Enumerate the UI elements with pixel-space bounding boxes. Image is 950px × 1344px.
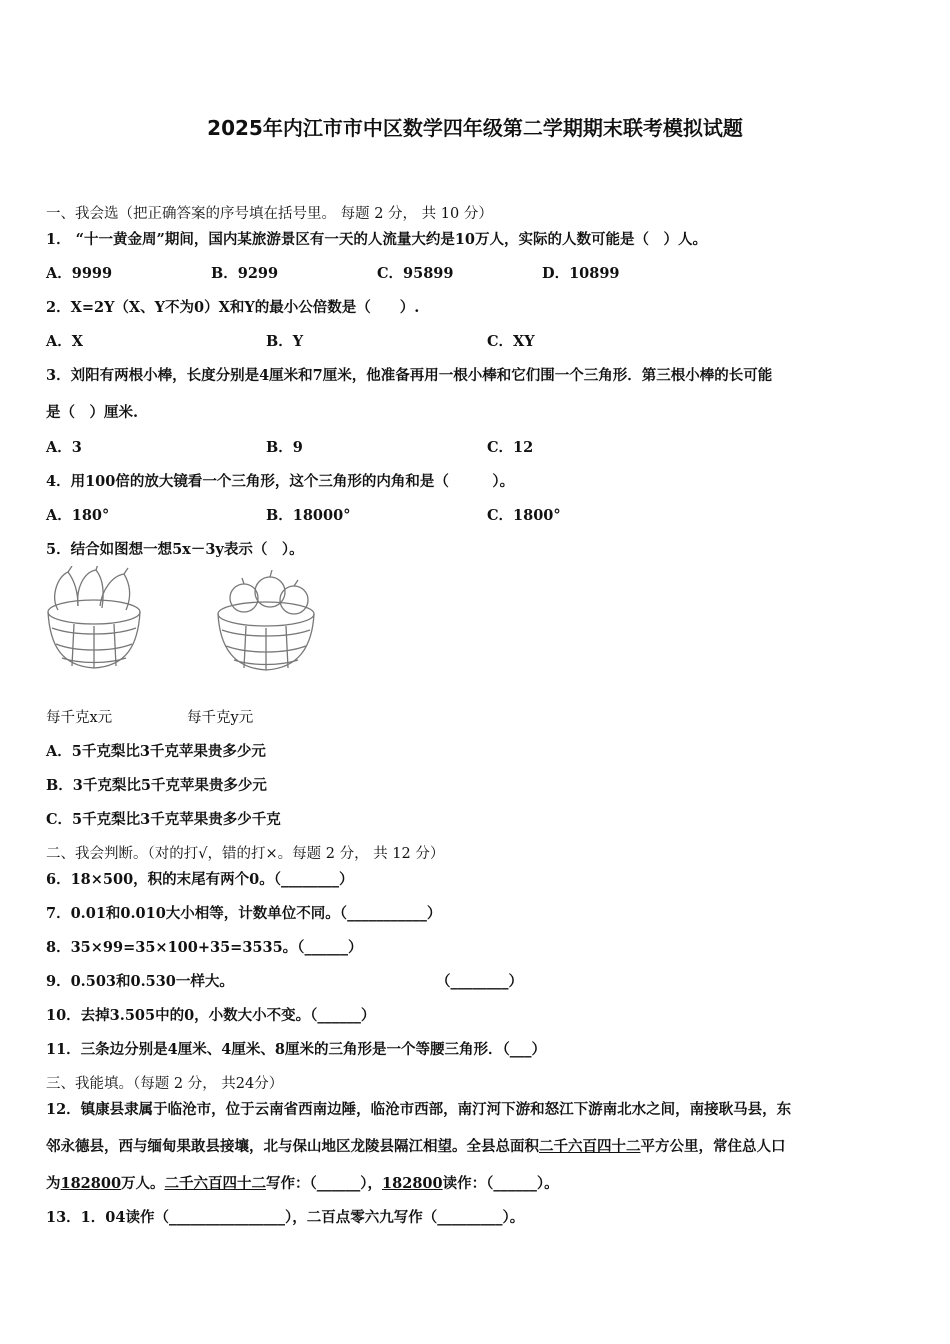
q1-stem: 1． “十一黄金周”期间，国内某旅游景区有一天的人流量大约是10万人，实际的人数可能是（ ）人。	[46, 231, 707, 248]
q1-option-b: B．9299	[211, 265, 279, 282]
q9-blank[interactable]: ________	[450, 973, 509, 990]
q12-blank-1[interactable]: ______	[316, 1175, 361, 1192]
q7	[46, 902, 441, 923]
q13	[46, 1206, 524, 1227]
q12-line3-end: ）。	[536, 1175, 559, 1192]
q11-blank[interactable]: ___	[509, 1041, 532, 1058]
q12-line3	[46, 1172, 559, 1193]
q10-text: 10．去掉3.505中的0，小数大小不变。（	[46, 1007, 318, 1024]
q13-blank-2[interactable]: _________	[437, 1209, 503, 1226]
q8	[46, 936, 362, 957]
q11-text: 11．三条边分别是4厘米、4厘米、8厘米的三角形是一个等腰三角形．（	[46, 1041, 510, 1058]
q8-close: ）	[347, 939, 363, 956]
q9-close: ）	[508, 973, 523, 990]
q4-option-a: A．180°	[46, 507, 110, 524]
q12-area-underlined: 二千六百四十二	[539, 1138, 641, 1155]
q9-text: 9．0.503和0.530一样大。	[46, 973, 234, 990]
q2-stem: 2．X=2Y（X、Y不为0）X和Y的最小公倍数是（ ）.	[46, 299, 420, 316]
q2-option-c: C．XY	[487, 333, 535, 350]
q7-text: 7．0.01和0.010大小相等，计数单位不同。（	[46, 905, 348, 922]
q1-option-c: C．95899	[377, 265, 454, 282]
q6-close: ）	[339, 871, 354, 888]
q3-stem-line2: 是（ ）厘米.	[46, 404, 139, 421]
q12-line2-pre: 邻永德县，西与缅甸果敢县接壤，北与保山地区龙陵县隔江相望。全县总面积	[46, 1138, 539, 1155]
q3-option-a: A．3	[46, 439, 82, 456]
section1-header: 一、我会选（把正确答案的序号填在括号里。 每题 2 分， 共 10 分）	[46, 206, 493, 222]
q11	[46, 1038, 546, 1059]
q6-blank[interactable]: ________	[281, 871, 340, 888]
q12-blank-2[interactable]: ______	[493, 1175, 537, 1192]
q3-option-b: B．9	[266, 439, 303, 456]
q2-option-b: B．Y	[266, 333, 304, 350]
q5-option-b: B．3千克梨比5千克苹果贵多少元	[46, 777, 267, 794]
q8-text: 8．35×99=35×100+35=3535。（	[46, 939, 305, 956]
apple-basket-image	[214, 570, 318, 674]
q3-stem-line1: 3．刘阳有两根小棒，长度分别是4厘米和7厘米，他准备再用一根小棒和它们围一个三角形．第三根小棒的长可能	[46, 367, 773, 384]
q9-answer	[436, 970, 523, 991]
q11-close: ）	[531, 1041, 546, 1058]
q12-area-repeat-underlined: 二千六百四十二	[164, 1175, 267, 1192]
q10	[46, 1004, 375, 1025]
q13-end: ）。	[502, 1209, 525, 1226]
q12-line3-mid3: ），	[360, 1175, 383, 1192]
q13-pre: 13．1．04读作（	[46, 1209, 169, 1226]
q12-line3-mid2: 写作：（	[266, 1175, 317, 1192]
q5-caption-pear: 每千克x元	[46, 710, 113, 726]
q13-mid: ），二百点零六九写作（	[284, 1209, 438, 1226]
q12-line1: 12．镇康县隶属于临沧市，位于云南省西南边陲，临沧市西部，南汀河下游和怒江下游南北水之间，南接耿马县，东	[46, 1101, 792, 1118]
q12-population-underlined: 182800	[60, 1175, 122, 1192]
q1-option-d: D．10899	[542, 265, 620, 282]
q12-line3-mid1: 万人。	[121, 1175, 165, 1192]
q1-option-a: A．9999	[46, 265, 113, 282]
pear-basket-image	[44, 566, 144, 674]
q7-close: ）	[426, 905, 442, 922]
q13-blank-1[interactable]: ________________	[168, 1209, 285, 1226]
q7-blank[interactable]: ___________	[347, 905, 427, 922]
q8-blank[interactable]: ______	[304, 939, 348, 956]
q5-option-a: A．5千克梨比3千克苹果贵多少元	[46, 743, 266, 760]
q6-text: 6．18×500，积的末尾有两个0。（	[46, 871, 282, 888]
section3-header: 三、我能填。（每题 2 分， 共24分）	[46, 1076, 284, 1092]
q9-open: （	[436, 973, 451, 990]
q5-caption-apple: 每千克y元	[187, 710, 254, 726]
q4-option-c: C．1800°	[487, 507, 561, 524]
q12-line2-post: 平方公里，常住总人口	[640, 1138, 786, 1155]
section2-header: 二、我会判断。（对的打√，错的打×。每题 2 分， 共 12 分）	[46, 846, 445, 862]
q6	[46, 868, 354, 889]
q12-line3-mid4: 读作：（	[442, 1175, 494, 1192]
q12-line3-pre: 为	[46, 1175, 61, 1192]
q10-blank[interactable]: ______	[317, 1007, 361, 1024]
q5-stem: 5．结合如图想一想5x－3y表示（ ）。	[46, 541, 304, 558]
q5-option-c: C．5千克梨比3千克苹果贵多少千克	[46, 811, 281, 828]
q12-line2	[46, 1135, 786, 1156]
q12-population-repeat-underlined: 182800	[382, 1175, 443, 1192]
q4-option-b: B．18000°	[266, 507, 351, 524]
q10-close: ）	[360, 1007, 376, 1024]
q4-stem: 4．用100倍的放大镜看一个三角形，这个三角形的内角和是（ ）。	[46, 473, 515, 490]
page-title: 2025年内江市市中区数学四年级第二学期期末联考模拟试题	[207, 116, 743, 140]
q2-option-a: A．X	[46, 333, 84, 350]
q3-option-c: C．12	[487, 439, 534, 456]
